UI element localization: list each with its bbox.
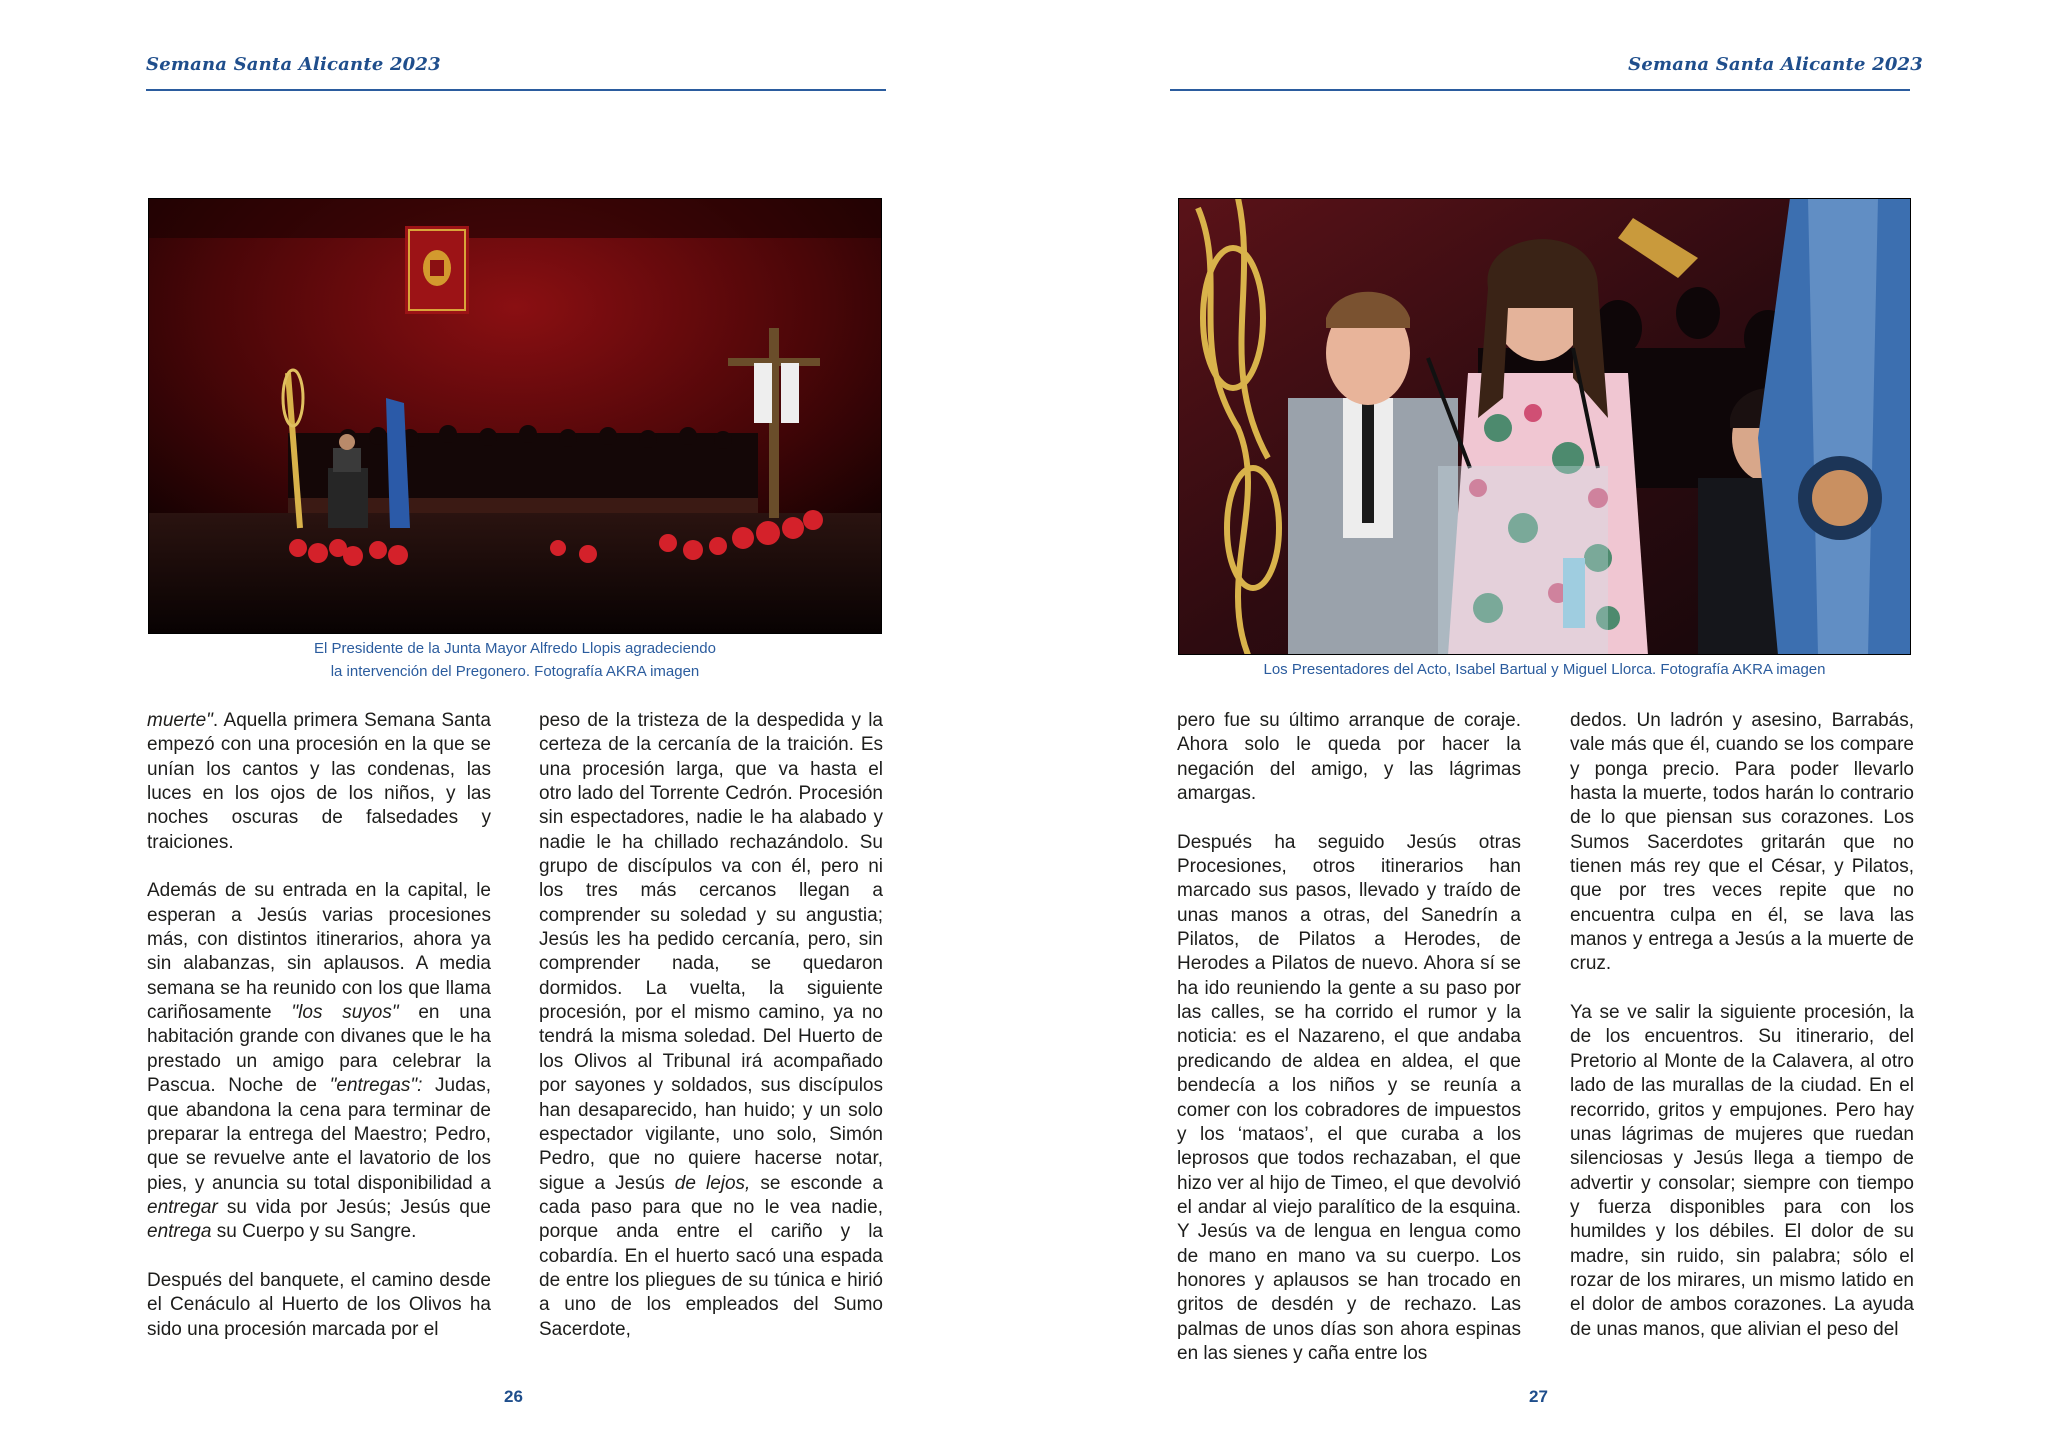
stage-photo-image: [148, 198, 882, 634]
caption-line-2: la intervención del Pregonero. Fotografía AKRA imagen: [330, 663, 700, 680]
photo-caption: [148, 637, 882, 683]
presenters-photo: [1178, 198, 1911, 655]
paragraph: dedos. Un ladrón y asesino, Barrabás, vale más que él, cuando se los compare y ponga precio. Para poder llevarlo hasta la muerte, todos harán lo contrario de lo que piensan sus corazones. Los Sumos Sacerdotes gritarán que no tienen más rey que el César, y Pilatos, que por tres veces repite que no encuentra culpa en él, se lava las manos y entrega a Jesús a la muerte de cruz.: [1570, 710, 1914, 975]
running-head: Semana Santa Alicante 2023: [1628, 54, 1923, 75]
header-rule: [1170, 89, 1910, 91]
paragraph: Después ha seguido Jesús otras Procesiones, otros itinerarios han marcado sus pasos, llevado y traído de unas manos a otras, del Sanedrín a Pilatos, de Pilatos a Herodes, de Herodes a Pilatos de nuevo. Ahora sí se ha ido reuniendo la gente a su paso por las calles, se ha corrido el rumor y la noticia: es el Nazareno, el que andaba predicando de aldea en aldea, el que bendecía a los niños y se reunía a comer con los cobradores de impuestos y los ‘mataos’, el que curaba a los leprosos que todos rechazaban, el que hizo ver al hijo de Timeo, el que devolvió el andar al viejo paralítico de la esquina. Y Jesús va de lengua en lengua como de mano en mano va su cuerpo. Los honores y aplausos se han trocado en gritos de desdén y de rechazo. Las palmas de unos días son ahora espinas en las sienes y caña entre los: [1177, 831, 1521, 1364]
page-number: 26: [504, 1387, 523, 1406]
text-column-2: [1570, 709, 1914, 1342]
paragraph: Después del banquete, el camino desde el Cenáculo al Huerto de los Olivos ha sido una procesión marcada por el: [147, 1269, 491, 1340]
caption-line-1: El Presidente de la Junta Mayor Alfredo Llopis agradeciendo: [314, 640, 716, 657]
stage-photo: [148, 198, 882, 634]
running-head: Semana Santa Alicante 2023: [146, 54, 441, 75]
text-column-1: [1177, 709, 1521, 1366]
presenters-photo-image: [1178, 198, 1911, 655]
header-rule: [146, 89, 886, 91]
paragraph: pero fue su último arranque de coraje. Ahora solo le queda por hacer la negación del amigo, y las lágrimas amargas.: [1177, 710, 1521, 805]
text-column-2: [539, 709, 883, 1342]
paragraph: muerte". Aquella primera Semana Santa empezó con una procesión en la que se unían los cantos y las condenas, las luces en los ojos de los niños, y las noches oscuras de falsedades y traiciones.: [147, 710, 491, 853]
photo-caption: Los Presentadores del Acto, Isabel Bartual y Miguel Llorca. Fotografía AKRA imagen: [1263, 661, 1826, 678]
right-page: [1024, 0, 2048, 1448]
paragraph: Además de su entrada en la capital, le esperan a Jesús varias procesiones más, con distintos itinerarios, ahora ya sin alabanzas, sin aplausos. A media semana se ha reunido con los que llama cariñosamente "los suyos" en una habitación grande con divanes que le ha prestado un amigo para celebrar la Pascua. Noche de "entregas": Judas, que abandona la cena para terminar de preparar la entrega del Maestro; Pedro, que se revuelve ante el lavatorio de los pies, y anuncia su total disponibilidad a entregar su vida por Jesús; Jesús que entrega su Cuerpo y su Sangre.: [147, 880, 492, 1243]
paragraph: peso de la tristeza de la despedida y la certeza de la cercanía de la traición. Es una procesión larga, que va hasta el otro lado del Torrente Cedrón. Procesión sin espectadores, nadie le ha alabado y nadie le ha chillado rechazándolo. Su grupo de discípulos va con él, pero ni los tres más cercanos llegan a comprender su soledad y su angustia; Jesús les ha pedido cercanía, pero, sin comprender nada, se quedaron dormidos. La vuelta, la siguiente procesión, por el mismo camino, ya no tendrá la misma soledad. Del Huerto de los Olivos al Tribunal irá acompañado por sayones y soldados, sus discípulos han desaparecido, han huido; y un solo espectador vigilante, uno solo, Simón Pedro, que no quiere hacerse notar, sigue a Jesús de lejos, se esconde a cada paso para que no le vea nadie, porque anda entre el cariño y la cobardía. En el huerto sacó una espada de entre los pliegues de su túnica e hirió a uno de los empleados del Sumo Sacerdote,: [539, 710, 883, 1340]
paragraph: Ya se ve salir la siguiente procesión, la de los encuentros. Su itinerario, del Pretorio al Monte de la Calavera, al otro lado de las murallas de la ciudad. En el recorrido, gritos y empujones. Pero hay unas lágrimas de mujeres que ruedan silenciosas y Jesús llega a tiempo de advertir y consolar; siempre con tiempo y fuerza disponibles para con los humildes y los débiles. El dolor de su madre, sin ruido, sin palabra; sólo el rozar de los mirares, un mismo latido en el dolor de ambos corazones. La ayuda de unas manos, que alivian el peso del: [1570, 1002, 1914, 1340]
page-number: 27: [1529, 1387, 1548, 1406]
text-column-1: [147, 709, 491, 1342]
